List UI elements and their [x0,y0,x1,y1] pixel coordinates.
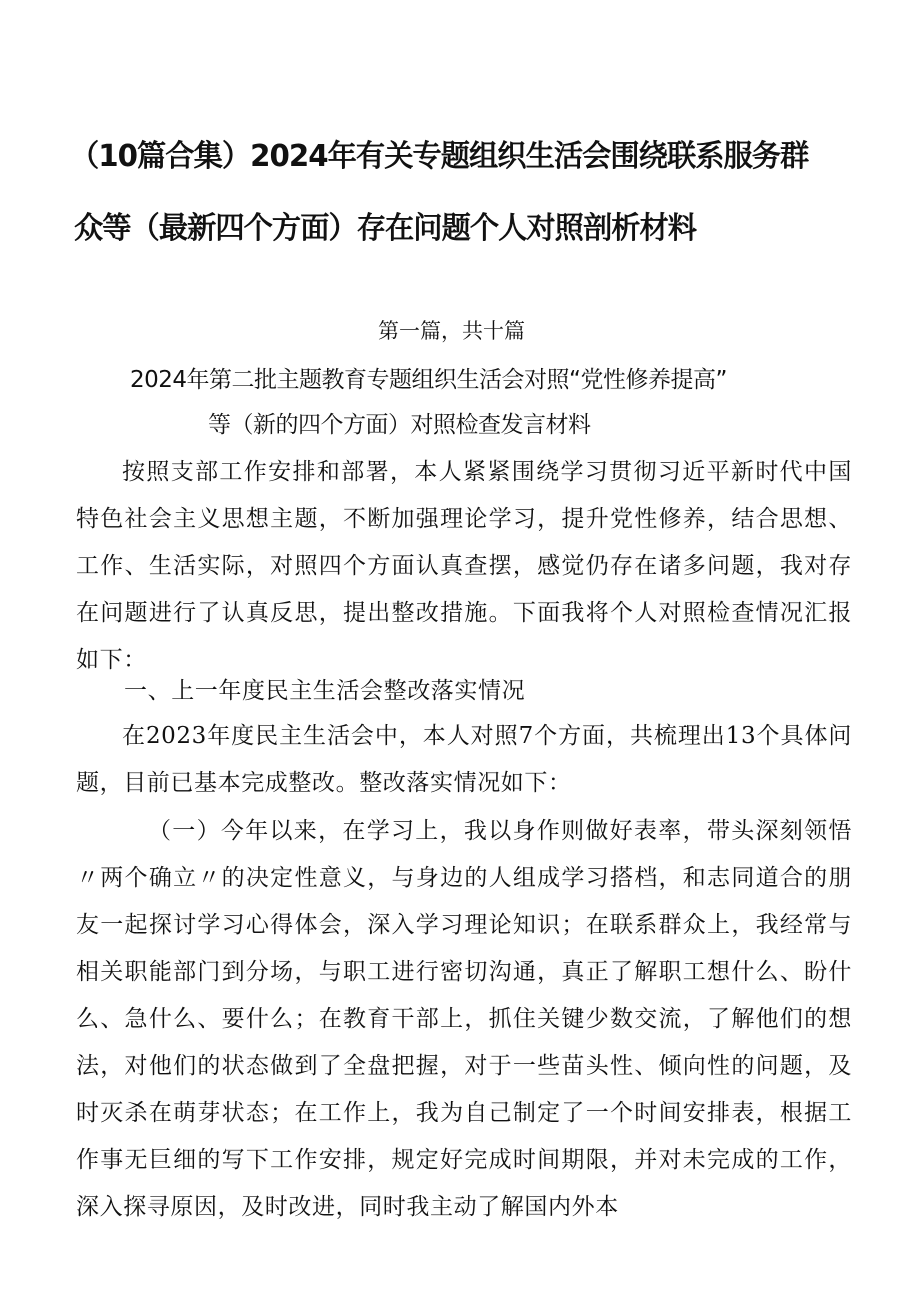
section-title-line1: 2024年第二批主题教育专题组织生活会对照“党性修养提高” [130,367,727,393]
paragraph-summary: 在2023年度民主生活会中，本人对照7个方面，共梳理出13个具体问题，目前已基本完成整改。整改落实情况如下： [76,723,852,796]
document-title-line2: 众等（最新四个方面）存在问题个人对照剖析材料 [74,211,697,246]
document-title-line1: （10篇合集）2024年有关专题组织生活会围绕联系服务群 [70,139,809,174]
paragraph-item-one: （一）今年以来，在学习上，我以身作则做好表率，带头深刻领悟〃两个确立〃的决定性意义，与身边的人组成学习搭档，和志同道合的朋友一起探讨学习心得体会，深入学习理论知识；在联系群众上，我经常与相关职能部门到分场，与职工进行密切沟通，真正了解职工想什么、盼什么、急什么、要什么；在教育干部上，抓住关键少数交流，了解他们的想法，对他们的状态做到了全盘把握，对于一些苗头性、倾向性的问题，及时灭杀在萌芽状态；在工作上，我为自己制定了一个时间安排表，根据工作事无巨细的写下工作安排，规定好完成时间期限，并对未完成的工作，深入探寻原因，及时改进，同时我主动了解国内外本 [76,818,852,1220]
heading-section-one: 一、上一年度民主生活会整改落实情况 [124,678,526,704]
paragraph-intro: 按照支部工作安排和部署，本人紧紧围绕学习贯彻习近平新时代中国特色社会主义思想主题，不断加强理论学习，提升党性修养，结合思想、工作、生活实际，对照四个方面认真查摆，感觉仍存在诸多问题，我对存在问题进行了认真反思，提出整改措施。下面我将个人对照检查情况汇报如下： [76,459,852,673]
chapter-label: 第一篇，共十篇 [378,319,525,343]
section-title-line2: 等（新的四个方面）对照检查发言材料 [208,412,591,438]
